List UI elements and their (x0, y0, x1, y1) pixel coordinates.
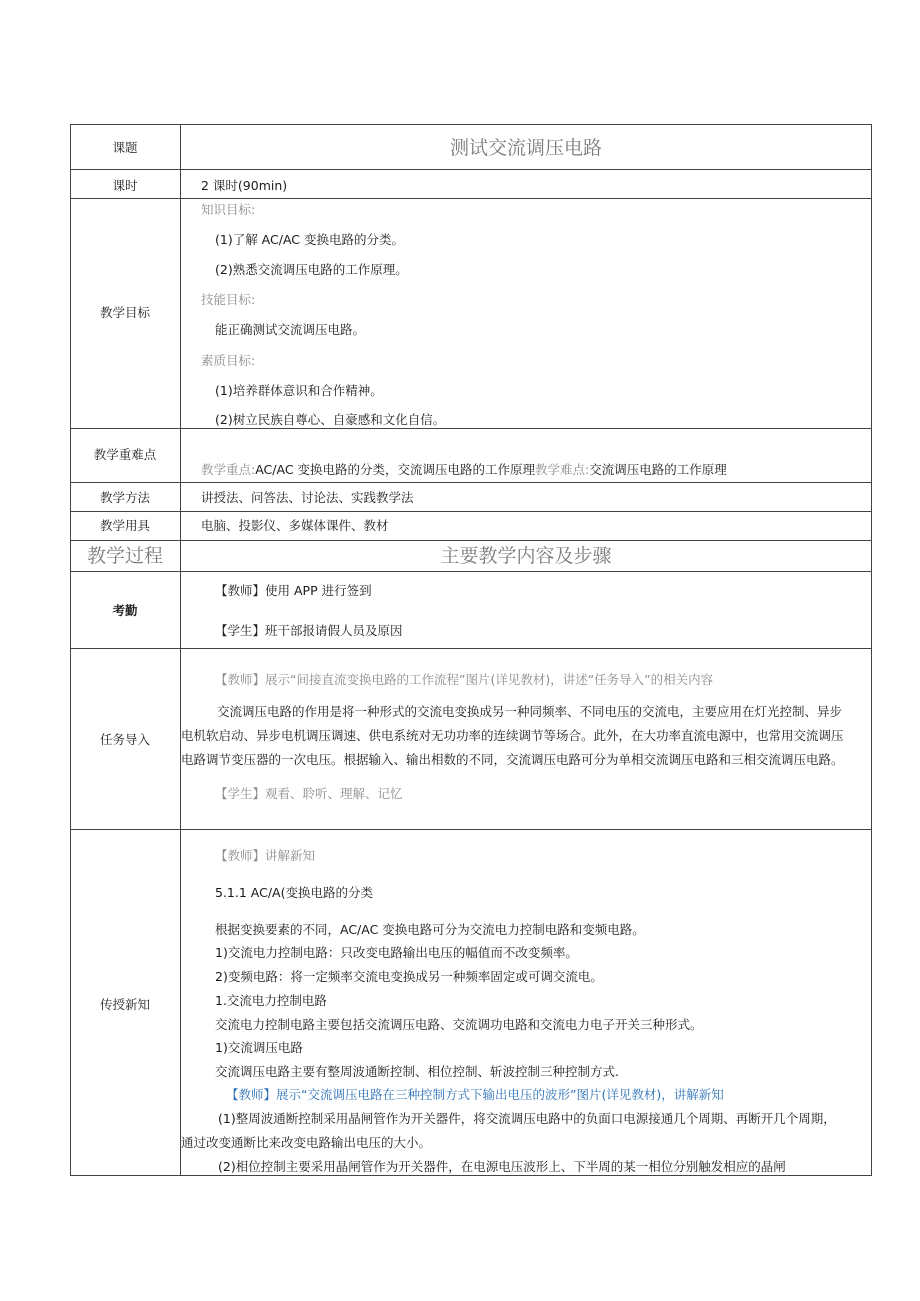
content-line: 根据变换要素的不同，AC/AC 变换电路可分为交流电力控制电路和变频电路。 (215, 922, 645, 937)
content-line: 2)变频电路：将一定频率交流电变换成另一种频率固定或可调交流电。 (215, 969, 603, 984)
row-divider (70, 829, 872, 830)
table-border-right (871, 124, 872, 1176)
knowledge-item: (2)熟悉交流调压电路的工作原理。 (215, 262, 408, 277)
table-border-bottom (70, 1175, 872, 1176)
hours-label: 课时 (112, 178, 138, 193)
process-header-right: 主要教学内容及步骤 (440, 545, 612, 567)
topic-title: 测试交流调压电路 (449, 137, 602, 159)
quality-heading: 素质目标: (201, 353, 256, 368)
skill-heading: 技能目标: (201, 292, 256, 307)
difficult-value: 交流调压电路的工作原理 (589, 462, 727, 477)
topic-label: 课题 (112, 140, 138, 155)
intro-teacher: 【教师】展示“间接直流变换电路的工作流程”图片(详见教材)，讲述“任务导入”的相关内容 (215, 672, 714, 687)
content-line: 1)交流调压电路 (215, 1040, 303, 1055)
methods-value: 讲授法、问答法、讨论法、实践教学法 (201, 490, 414, 505)
knowledge-heading: 知识目标: (201, 202, 256, 217)
attendance-label: 考勤 (112, 603, 138, 618)
table-border-left (70, 124, 71, 1176)
key-points-line (201, 462, 727, 478)
content-line: 1)交流电力控制电路：只改变电路输出电压的幅值而不改变频率。 (215, 945, 578, 960)
key-points-label: 教学重难点 (93, 447, 157, 462)
row-divider (70, 540, 872, 541)
column-divider (180, 124, 181, 1176)
content-line: 交流调压电路主要有整周波通断控制、相位控制、斩波控制三种控制方式. (215, 1064, 619, 1079)
row-divider (70, 648, 872, 649)
intro-student: 【学生】观看、聆听、理解、记忆 (215, 786, 403, 801)
row-divider (70, 198, 872, 199)
teacher-show-line: 【教师】展示“交流调压电路在三种控制方式下输出电压的波形”图片(详见教材)，讲解新知 (226, 1087, 724, 1102)
section-title: 5.1.1 AC∕A(变换电路的分类 (215, 885, 373, 900)
para1-line: (1)整周波通断控制采用晶闸管作为开关器件，将交流调压电路中的负面口电源接通几个周期、再断开几个周期， (218, 1111, 836, 1126)
new-knowledge-teacher: 【教师】讲解新知 (215, 848, 316, 863)
methods-label: 教学方法 (99, 490, 150, 505)
difficult-label: 教学难点: (535, 462, 590, 477)
intro-label: 任务导入 (99, 732, 150, 747)
table-border-top (70, 124, 872, 125)
row-divider (70, 571, 872, 572)
goals-label: 教学目标 (99, 305, 150, 320)
row-divider (70, 428, 872, 429)
row-divider (70, 511, 872, 512)
row-divider (70, 169, 872, 170)
key-value: AC/AC 变换电路的分类，交流调压电路的工作原理 (255, 462, 536, 477)
content-line: 交流电力控制电路主要包括交流调压电路、交流调功电路和交流电力电子开关三种形式。 (215, 1017, 703, 1032)
row-divider (70, 482, 872, 483)
new-knowledge-label: 传授新知 (99, 997, 150, 1012)
intro-paragraph-line: 电路调节变压器的一次电压。根据输入、输出相数的不同，交流调压电路可分为单相交流调压电路和三相交流调压电路。 (181, 752, 844, 767)
skill-item: 能正确测试交流调压电路。 (215, 322, 366, 337)
tools-label: 教学用具 (99, 518, 150, 533)
knowledge-item: (1)了解 AC/AC 变换电路的分类。 (215, 232, 404, 247)
intro-paragraph-line: 电机软启动、异步电机调压调速、供电系统对无功功率的连续调节等场合。此外，在大功率直流电源中，也常用交流调压 (181, 728, 844, 743)
attendance-student: 【学生】班干部报请假人员及原因 (215, 623, 403, 638)
para1-line: 通过改变通断比来改变电路输出电压的大小。 (181, 1135, 432, 1150)
content-line: 1.交流电力控制电路 (215, 993, 327, 1008)
process-header-left: 教学过程 (86, 545, 163, 567)
attendance-teacher: 【教师】使用 APP 进行签到 (215, 583, 372, 598)
quality-item: (2)树立民族自尊心、自豪感和文化自信。 (215, 412, 446, 427)
key-label: 教学重点: (201, 462, 256, 477)
tools-value: 电脑、投影仪、多媒体课件、教材 (201, 518, 389, 533)
quality-item: (1)培养群体意识和合作精神。 (215, 383, 383, 398)
para2-line: (2)相位控制主要采用晶闸管作为开关器件，在电源电压波形上、下半周的某一相位分别触发相应的晶闸 (218, 1159, 786, 1174)
hours-value: 2 课时(90min) (201, 178, 288, 193)
intro-paragraph-line: 交流调压电路的作用是将一种形式的交流电变换成另一种同频率、不同电压的交流电，主要应用在灯光控制、异步 (217, 704, 843, 719)
